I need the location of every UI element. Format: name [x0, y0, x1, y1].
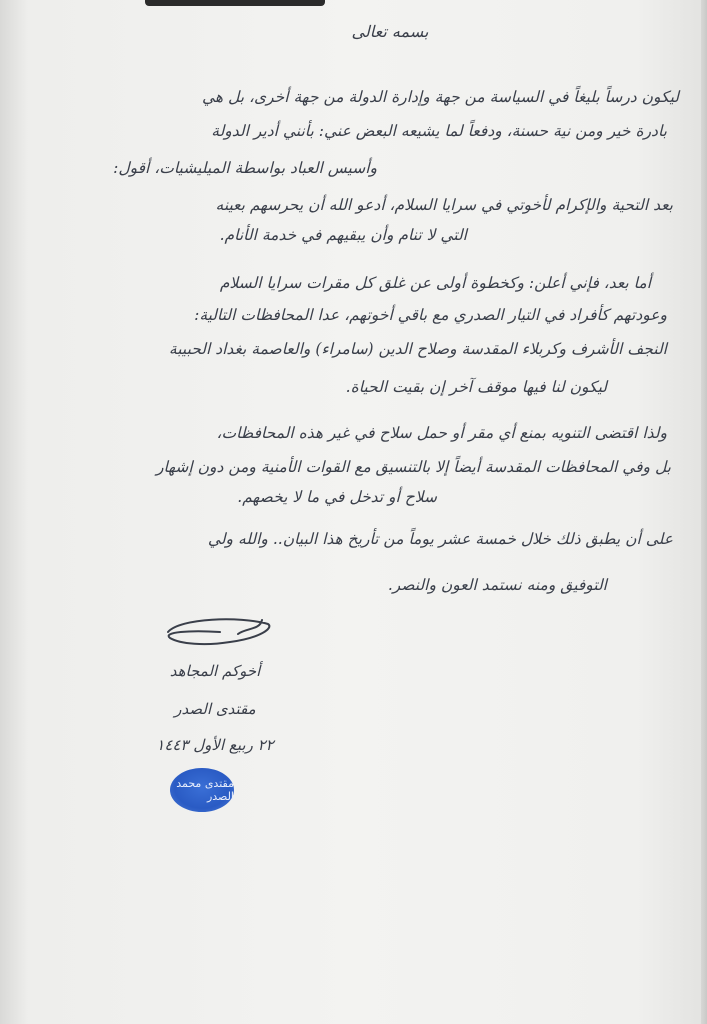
letter-line-10: ولذا اقتضى التنويه بمنع أي مقر أو حمل سلاح في غير هذه المحافظات،: [216, 424, 667, 442]
signature-name: مقتدى الصدر: [174, 700, 256, 718]
page-edge-shadow: [701, 0, 707, 1024]
letter-line-3: وأسيس العباد بواسطة الميليشيات، أقول:: [113, 159, 377, 177]
letter-line-14: التوفيق ومنه نستمد العون والنصر.: [387, 576, 607, 594]
basmala-heading: بسمه تعالى: [351, 22, 429, 41]
letter-line-7: وعودتهم كأفراد في التيار الصدري مع باقي أخوتهم، عدا المحافظات التالية:: [194, 306, 667, 324]
top-binder-edge: [145, 0, 325, 6]
letter-line-8: النجف الأشرف وكربلاء المقدسة وصلاح الدين (سامراء) والعاصمة بغداد الحبيبة: [168, 340, 667, 358]
letter-line-5: التي لا تنام وأن يبقيهم في خدمة الأنام.: [219, 226, 467, 244]
handwritten-signature: [150, 610, 280, 658]
letter-line-4: بعد التحية والإكرام لأخوتي في سرايا السلام، أدعو الله أن يحرسهم بعينه: [215, 196, 673, 214]
letter-line-1: ليكون درساً بليغاً في السياسة من جهة وإدارة الدولة من جهة أخرى، بل هي: [202, 88, 679, 106]
signature-date: ٢٢ ربيع الأول ١٤٤٣: [156, 736, 274, 754]
letter-line-6: أما بعد، فإني أعلن: وكخطوة أولى عن غلق كل مقرات سرايا السلام: [219, 274, 651, 292]
letter-line-12: سلاح أو تدخل في ما لا يخصهم.: [237, 488, 437, 506]
letter-line-9: ليكون لنا فيها موقف آخر إن بقيت الحياة.: [345, 378, 607, 396]
letter-line-2: بادرة خير ومن نية حسنة، ودفعاً لما يشيعه البعض عني: بأنني أدير الدولة: [211, 122, 667, 140]
letter-line-11: بل وفي المحافظات المقدسة أيضاً إلا بالتنسيق مع القوات الأمنية ومن دون إشهار: [156, 458, 671, 476]
letter-line-13: على أن يطبق ذلك خلال خمسة عشر يوماً من تأريخ هذا البيان.. والله ولي: [207, 530, 673, 548]
signature-closing: أخوكم المجاهد: [169, 662, 261, 680]
seal-text: مقتدى محمد الصدر: [176, 777, 234, 803]
official-seal: [170, 768, 234, 812]
